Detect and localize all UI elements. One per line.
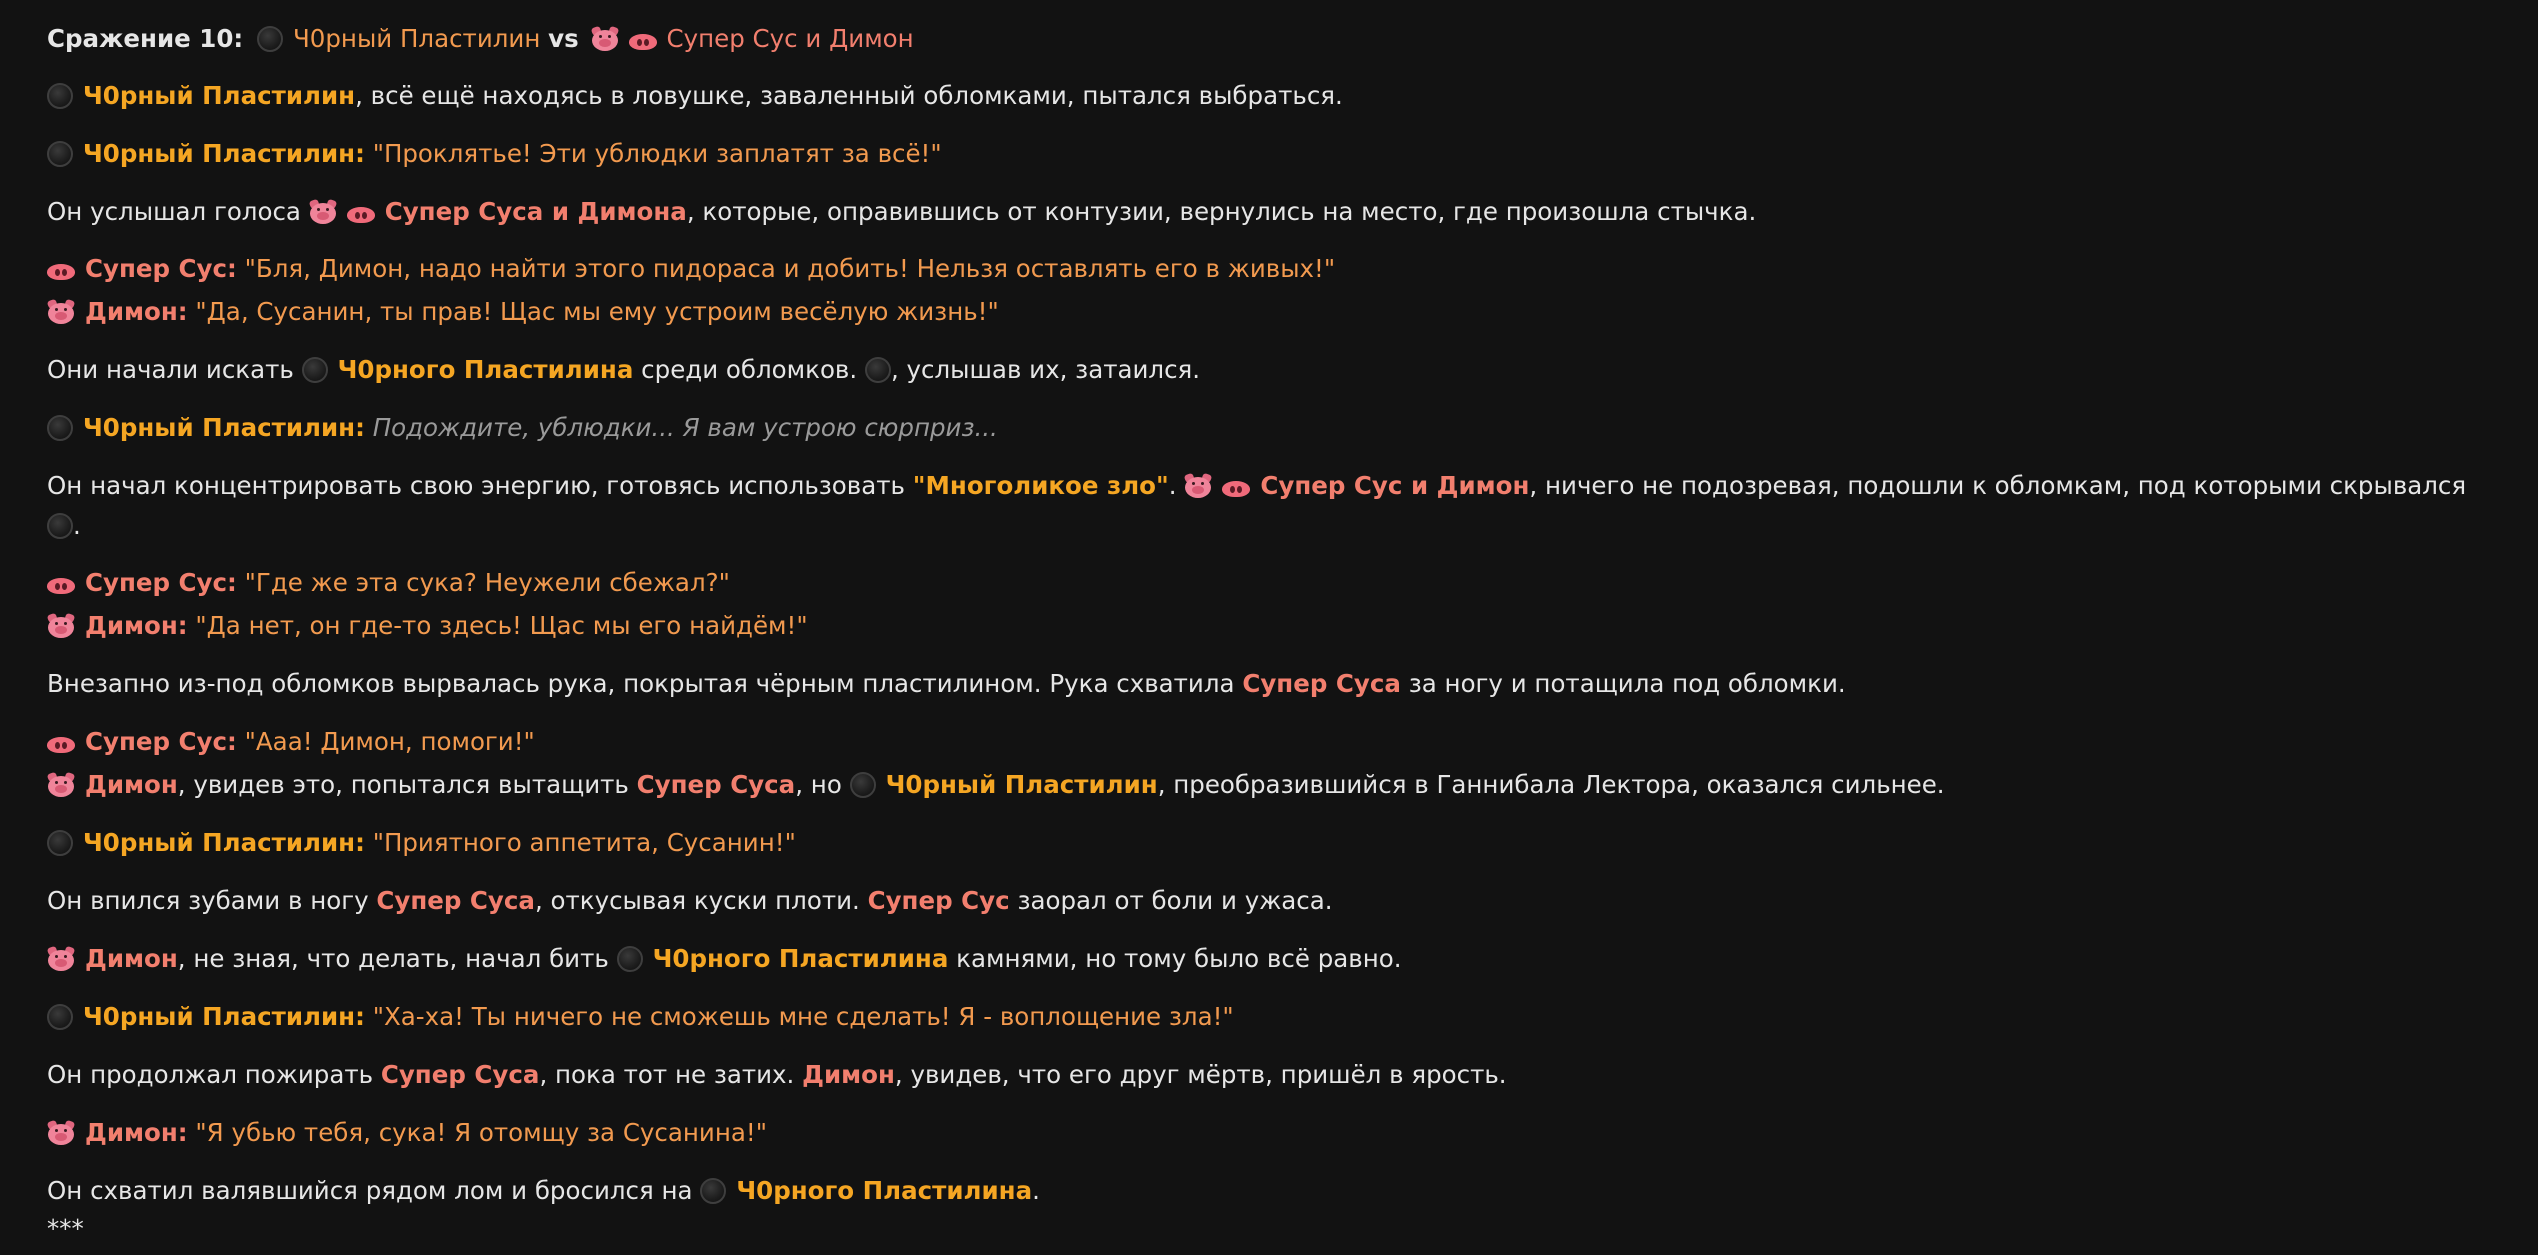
story-line	[47, 1060, 1507, 1090]
narration-text: , ничего не подозревая, подошли к обломкам, под которыми скрывался	[1529, 471, 2467, 500]
dialogue-line	[47, 1002, 1234, 1032]
character-name: Супер Суса	[376, 886, 535, 915]
pig-nose-icon	[347, 203, 375, 223]
pig-nose-icon	[1222, 477, 1250, 497]
narration-text: , увидев, что его друг мёртв, пришёл в ярость.	[894, 1060, 1507, 1089]
character-name: Ч0рного Пластилина	[736, 1176, 1033, 1205]
dialogue-line	[47, 139, 942, 169]
quote-text: "Я убью тебя, сука! Я отомщу за Сусанина!"	[195, 1118, 767, 1147]
narration-text: , преобразившийся в Ганнибала Лектора, оказался сильнее.	[1157, 770, 1945, 799]
story-line	[47, 669, 1846, 699]
character-name: Димон	[802, 1060, 895, 1089]
narration-text: , увидев это, попытался вытащить	[177, 770, 629, 799]
story-line	[47, 1176, 1040, 1206]
black-circle-icon	[47, 830, 73, 856]
character-name: Супер Суса	[636, 770, 796, 799]
quote-text: "Ааа! Димон, помоги!"	[244, 727, 535, 756]
pig-face-icon	[47, 1121, 75, 1145]
black-circle-icon	[302, 357, 328, 383]
punctuation: .	[73, 511, 81, 540]
character-name: Димон	[85, 770, 178, 799]
quote-text: "Да, Сусанин, ты прав! Щас мы ему устроим весёлую жизнь!"	[195, 297, 999, 326]
narration-text: , пока тот не затих.	[539, 1060, 795, 1089]
dialogue-line	[47, 254, 1335, 284]
narration-text: Они начали искать	[47, 355, 294, 384]
ability-name: "Многоликое зло"	[912, 471, 1169, 500]
battle-header	[47, 24, 914, 54]
black-circle-icon	[850, 772, 876, 798]
pig-face-icon	[1184, 474, 1212, 498]
story-line	[47, 471, 2466, 501]
narration-text: , услышав их, затаился.	[890, 355, 1201, 384]
pig-face-icon	[591, 27, 619, 51]
colon: :	[355, 413, 365, 442]
character-name: Супер Сус	[85, 568, 228, 597]
narration-text: , которые, оправившись от контузии, вернулись на место, где произошла стычка.	[686, 197, 1757, 226]
black-circle-icon	[47, 83, 73, 109]
pig-face-icon	[47, 773, 75, 797]
dialogue-line	[47, 297, 999, 327]
punctuation: .	[1168, 471, 1177, 500]
dialogue-line	[47, 568, 730, 598]
colon: :	[227, 727, 237, 756]
narration-text: Он схватил валявшийся рядом лом и бросился на	[47, 1176, 693, 1205]
quote-text: "Ха-ха! Ты ничего не сможешь мне сделать! Я - воплощение зла!"	[372, 1002, 1234, 1031]
character-name: Супер Сус	[867, 886, 1010, 915]
punctuation: .	[1032, 1176, 1040, 1205]
character-name: Ч0рный Пластилин	[83, 1002, 356, 1031]
black-circle-icon	[47, 513, 73, 539]
pig-face-icon	[47, 300, 75, 324]
character-name: Димон	[85, 944, 178, 973]
narration-text: , но	[795, 770, 842, 799]
pig-nose-icon	[47, 260, 75, 280]
team2-name: Супер Сус и Димон	[666, 24, 914, 53]
thought-text: Подождите, ублюдки... Я вам устрою сюрприз...	[372, 413, 998, 442]
story-line	[47, 81, 1343, 111]
dialogue-line	[47, 727, 535, 757]
character-name: Супер Суса и Димона	[384, 197, 687, 226]
quote-text: "Проклятье! Эти ублюдки заплатят за всё!"	[372, 139, 942, 168]
quote-text: "Да нет, он где-то здесь! Щас мы его найдём!"	[195, 611, 808, 640]
narration-text: за ногу и потащила под обломки.	[1408, 669, 1846, 698]
section-separator: ***	[47, 1214, 84, 1243]
black-circle-icon	[617, 946, 643, 972]
character-name: Ч0рный Пластилин	[885, 770, 1158, 799]
pig-face-icon	[47, 947, 75, 971]
story-line	[47, 355, 1200, 385]
thought-line	[47, 413, 998, 443]
story-line-continuation	[47, 511, 81, 541]
dialogue-line	[47, 611, 808, 641]
pig-nose-icon	[47, 733, 75, 753]
black-circle-icon	[865, 357, 891, 383]
pig-nose-icon	[629, 30, 657, 50]
colon: :	[227, 254, 237, 283]
character-name: Супер Сус	[85, 727, 228, 756]
black-circle-icon	[257, 26, 283, 52]
character-name: Ч0рного Пластилина	[652, 944, 949, 973]
narration-text: камнями, но тому было всё равно.	[956, 944, 1402, 973]
character-name: Ч0рный Пластилин	[83, 828, 356, 857]
story-line	[47, 770, 1945, 800]
character-name: Ч0рного Пластилина	[337, 355, 634, 384]
colon: :	[355, 1002, 365, 1031]
character-name: Димон	[85, 1118, 178, 1147]
character-name: Ч0рный Пластилин	[83, 139, 356, 168]
narration-text: Он продолжал пожирать	[47, 1060, 374, 1089]
pig-nose-icon	[47, 574, 75, 594]
team1-name: Ч0рный Пластилин	[292, 24, 541, 53]
narration-text: , всё ещё находясь в ловушке, заваленный обломками, пытался выбраться.	[355, 81, 1343, 110]
dialogue-line	[47, 828, 796, 858]
story-line	[47, 944, 1402, 974]
narration-text: среди обломков.	[641, 355, 858, 384]
black-circle-icon	[47, 141, 73, 167]
character-name: Димон	[85, 611, 178, 640]
narration-text: Он услышал голоса	[47, 197, 301, 226]
battle-label: Сражение 10:	[47, 24, 244, 53]
colon: :	[177, 297, 188, 326]
colon: :	[227, 568, 237, 597]
colon: :	[177, 1118, 188, 1147]
narration-text: , откусывая куски плоти.	[534, 886, 860, 915]
story-line	[47, 886, 1333, 916]
colon: :	[177, 611, 188, 640]
character-name: Супер Суса	[380, 1060, 540, 1089]
pig-face-icon	[309, 200, 337, 224]
character-name: Димон	[85, 297, 178, 326]
character-name: Ч0рный Пластилин	[83, 81, 356, 110]
character-name: Супер Суса	[1242, 669, 1401, 698]
story-line	[47, 197, 1756, 227]
narration-text: Внезапно из-под обломков вырвалась рука, покрытая чёрным пластилином. Рука схватила	[47, 669, 1235, 698]
dialogue-line	[47, 1118, 767, 1148]
quote-text: "Бля, Димон, надо найти этого пидораса и добить! Нельзя оставлять его в живых!"	[244, 254, 1336, 283]
narration-text: Он впился зубами в ногу	[47, 886, 369, 915]
quote-text: "Где же эта сука? Неужели сбежал?"	[244, 568, 730, 597]
colon: :	[355, 828, 365, 857]
black-circle-icon	[47, 415, 73, 441]
narration-text: , не зная, что делать, начал бить	[177, 944, 609, 973]
vs-label: vs	[548, 24, 579, 53]
black-circle-icon	[700, 1178, 726, 1204]
pig-face-icon	[47, 614, 75, 638]
narration-text: Он начал концентрировать свою энергию, готовясь использовать	[47, 471, 905, 500]
quote-text: "Приятного аппетита, Сусанин!"	[372, 828, 796, 857]
character-name: Супер Сус	[85, 254, 228, 283]
narration-text: заорал от боли и ужаса.	[1017, 886, 1333, 915]
colon: :	[355, 139, 365, 168]
character-name: Ч0рный Пластилин	[83, 413, 356, 442]
character-name: Супер Сус и Димон	[1260, 471, 1530, 500]
black-circle-icon	[47, 1004, 73, 1030]
